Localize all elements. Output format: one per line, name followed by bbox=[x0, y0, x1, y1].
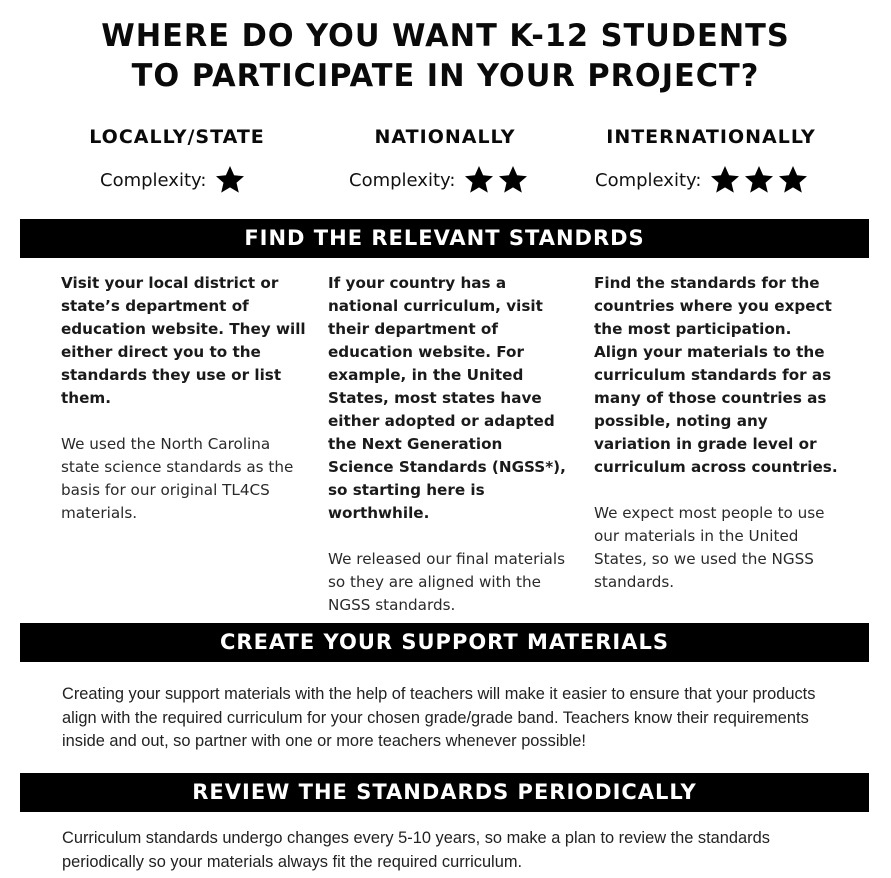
column-international-instructions: Find the standards for the countries where you expect the most participation. Align your materials to the curriculum standards for as many of those countries as possible, noting any variation in grade level or curriculum across countries. bbox=[594, 274, 838, 476]
level-heading-local: LOCALLY/STATE bbox=[89, 126, 265, 148]
section-banner-support-materials: CREATE YOUR SUPPORT MATERIALS bbox=[20, 623, 869, 662]
column-local bbox=[61, 272, 307, 525]
column-national bbox=[328, 272, 568, 617]
complexity-stars bbox=[709, 164, 809, 196]
complexity-label: Complexity: bbox=[100, 169, 207, 191]
column-local-note: We used the North Carolina state science standards as the basis for our original TL4CS materials. bbox=[61, 435, 294, 522]
review-text: Curriculum standards undergo changes every 5-10 years, so make a plan to review the standards periodically so your materials always fit the required curriculum. bbox=[62, 829, 770, 871]
complexity-local bbox=[100, 164, 246, 196]
support-materials-text: Creating your support materials with the help of teachers will make it easier to ensure that your products align with the required curriculum for your chosen grade/grade band. Teachers know their requirements inside and out, so partner with one or more teachers whenever possible! bbox=[62, 685, 816, 750]
star-icon bbox=[463, 164, 495, 196]
star-icon bbox=[497, 164, 529, 196]
star-icon bbox=[743, 164, 775, 196]
level-heading-national: NATIONALLY bbox=[374, 126, 516, 148]
complexity-international bbox=[595, 164, 809, 196]
page-title-line-1: WHERE DO YOU WANT K-12 STUDENTS bbox=[101, 18, 790, 54]
column-national-instructions: If your country has a national curriculum, visit their department of education website. For example, in the United States, most states have either adopted or adapted the Next Generation Science Standards (NGSS*), so starting here is worthwhile. bbox=[328, 274, 566, 522]
column-international-note: We expect most people to use our materials in the United States, so we used the NGSS standards. bbox=[594, 504, 825, 591]
complexity-stars bbox=[214, 164, 246, 196]
complexity-label: Complexity: bbox=[595, 169, 702, 191]
section-banner-find-standards: FIND THE RELEVANT STANDRDS bbox=[20, 219, 869, 258]
column-international bbox=[594, 272, 840, 594]
complexity-national bbox=[349, 164, 529, 196]
page-title bbox=[9, 16, 882, 96]
column-national-note: We released our final materials so they are aligned with the NGSS standards. bbox=[328, 550, 565, 614]
page-title-line-2: TO PARTICIPATE IN YOUR PROJECT? bbox=[131, 58, 760, 94]
complexity-stars bbox=[463, 164, 529, 196]
level-heading-international: INTERNATIONALLY bbox=[606, 126, 816, 148]
complexity-label: Complexity: bbox=[349, 169, 456, 191]
star-icon bbox=[709, 164, 741, 196]
star-icon bbox=[777, 164, 809, 196]
star-icon bbox=[214, 164, 246, 196]
column-local-instructions: Visit your local district or state’s department of education website. They will either direct you to the standards they use or list them. bbox=[61, 274, 306, 407]
section-banner-review: REVIEW THE STANDARDS PERIODICALLY bbox=[20, 773, 869, 812]
